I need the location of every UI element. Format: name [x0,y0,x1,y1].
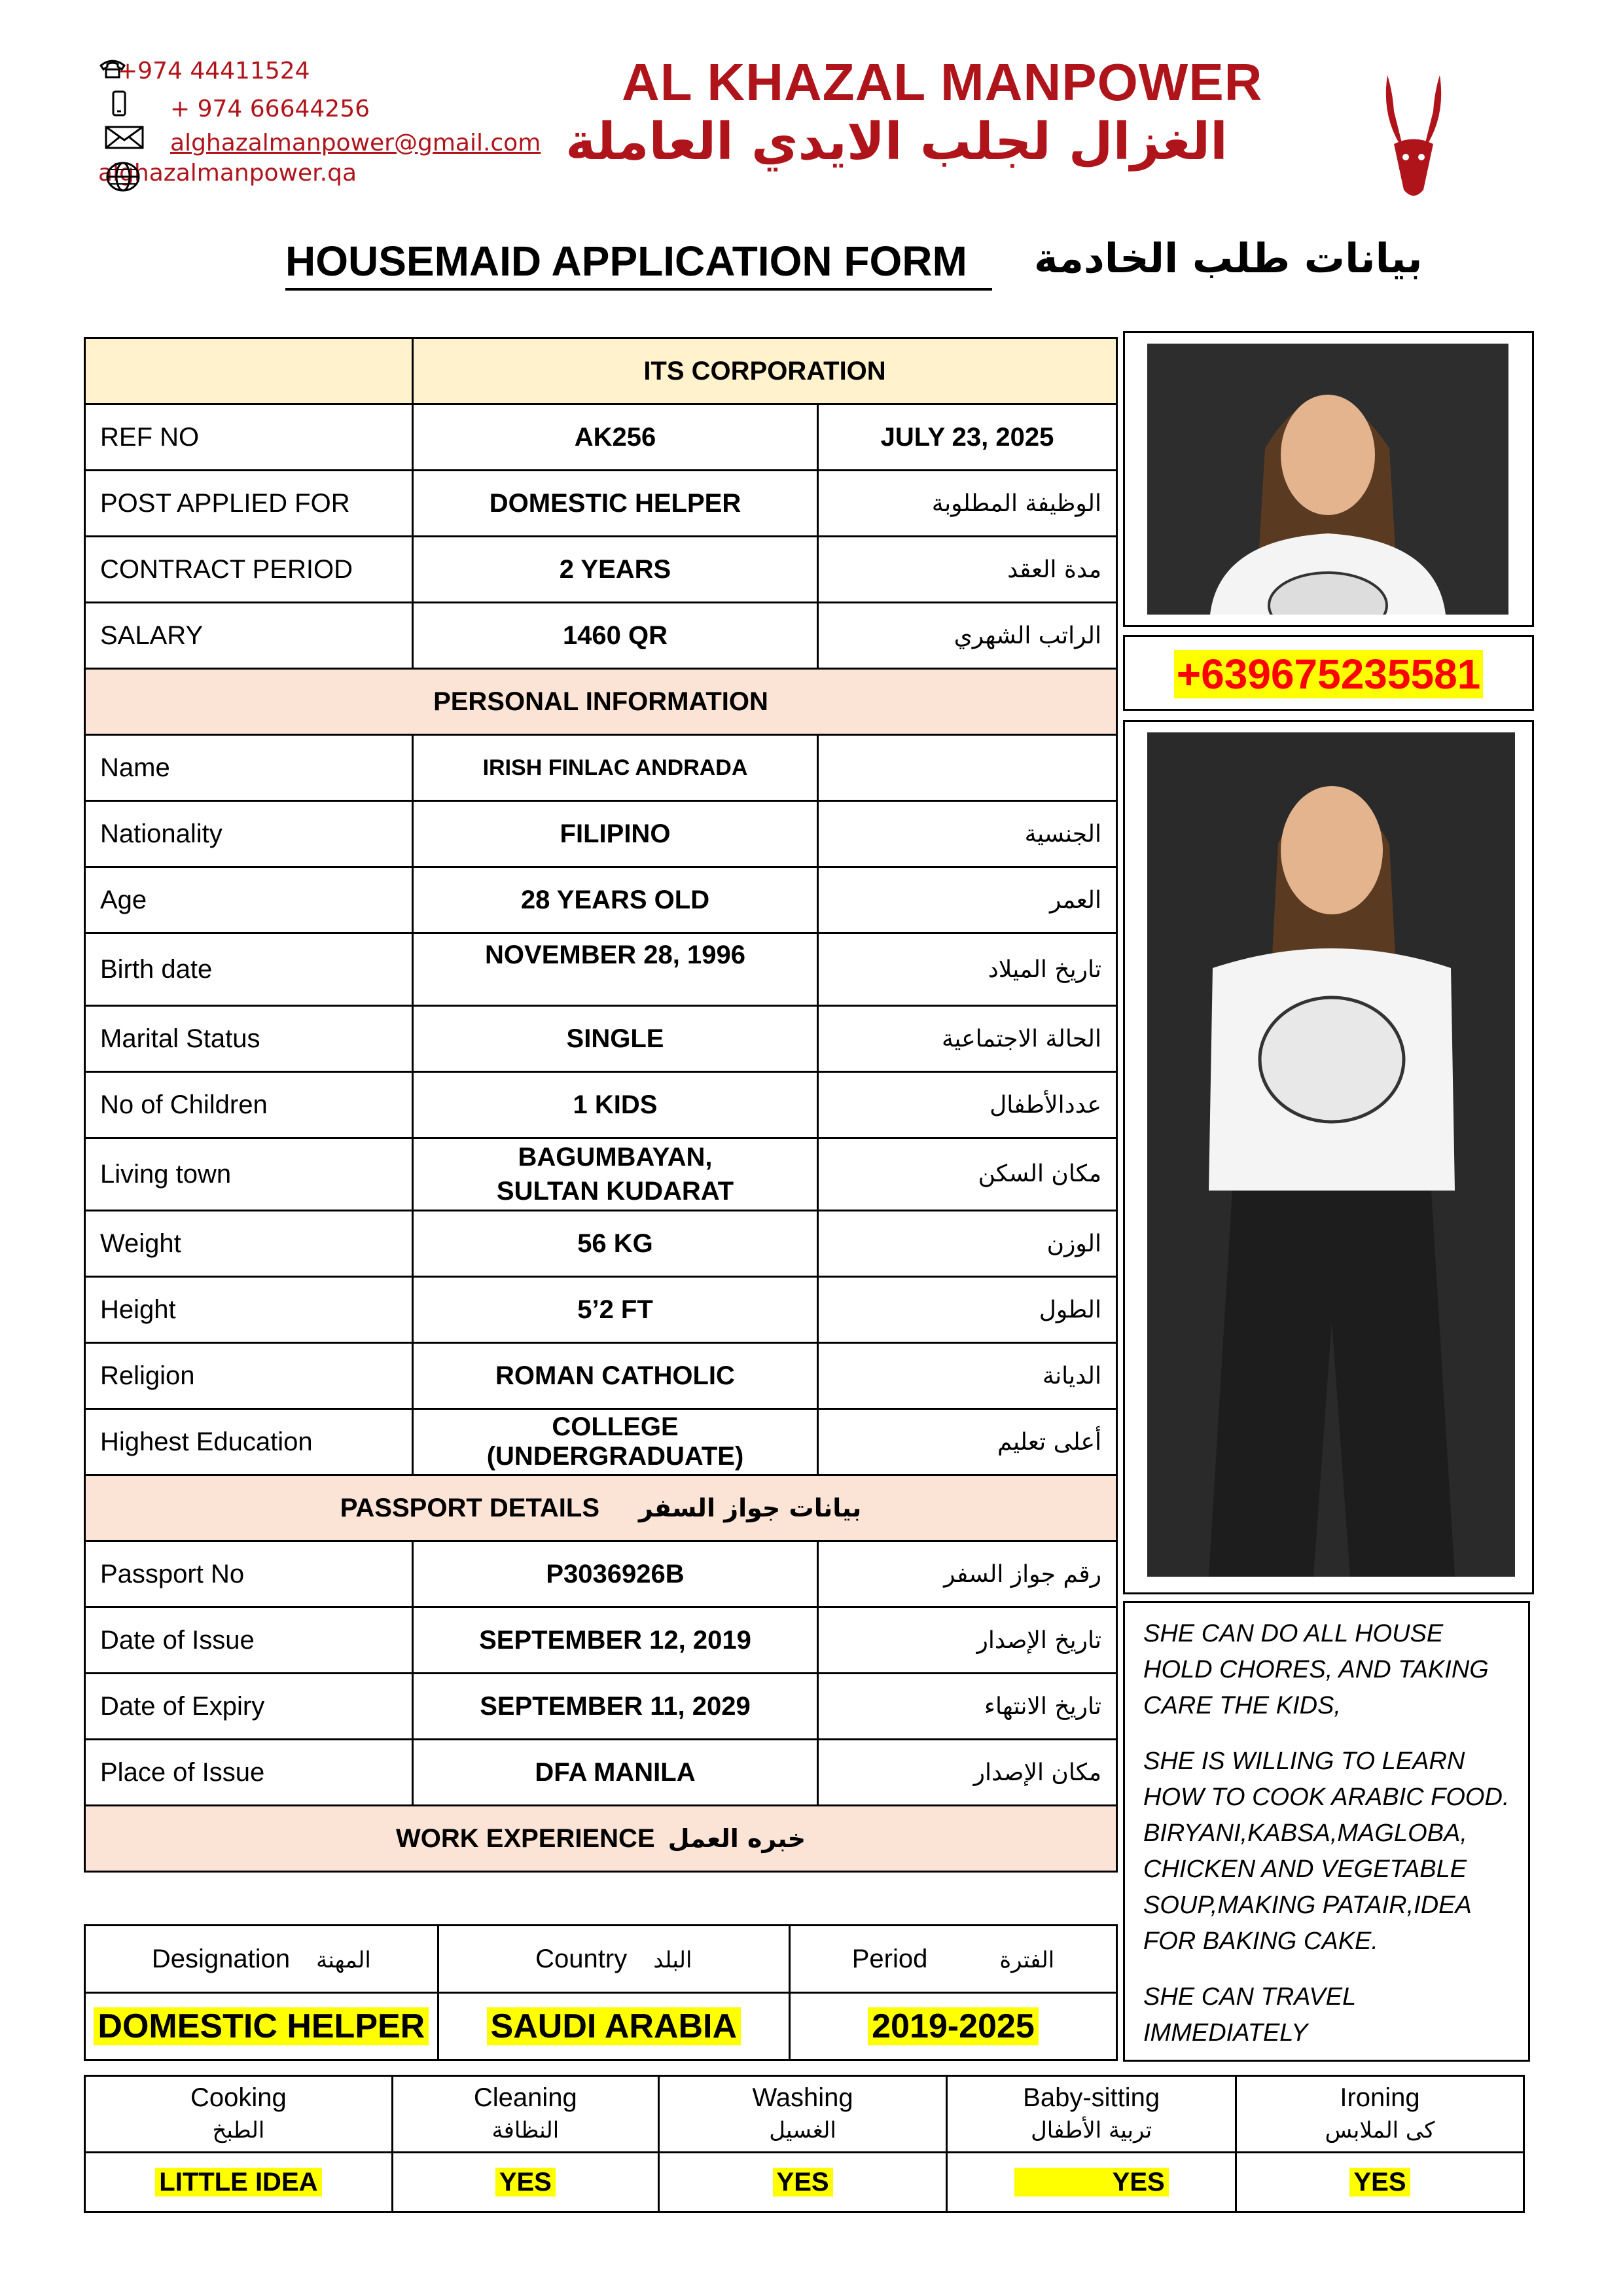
row-label: Date of Expiry [85,1674,413,1740]
name-label: Name [85,735,413,801]
brand-name-ar: الغزال لجلب الايدي العاملة [565,113,1228,171]
skill-header-cooking [85,2076,393,2153]
full-body-photo [1147,732,1515,1577]
table-row [85,1409,1117,1475]
row-value: 56 KG [413,1211,818,1277]
work-header-en: Period [851,1944,928,1973]
living-label: Living town [85,1138,413,1211]
envelope-icon [105,124,144,156]
row-value: NOVEMBER 28, 1996 [413,933,818,1006]
row-label: Passport No [85,1541,413,1607]
row-value: SEPTEMBER 12, 2019 [413,1607,818,1674]
work-value: SAUDI ARABIA [487,2007,741,2045]
table-row [85,1674,1117,1740]
skill-value-cooking [85,2153,393,2212]
row-label-ar: الراتب الشهري [818,603,1117,669]
skill-value: YES [773,2168,833,2197]
row-label: Nationality [85,801,413,867]
row-label: Age [85,867,413,933]
application-table [84,337,1118,1873]
email-line [105,124,541,156]
agency-name: ITS CORPORATION [413,338,1117,404]
row-label-ar: الديانة [818,1343,1117,1409]
work-period-value [789,1993,1116,2060]
row-value: 5’2 FT [413,1277,818,1343]
name-value: IRISH FINLAC ANDRADA [413,735,818,801]
note-paragraph: SHE CAN DO ALL HOUSE HOLD CHORES, AND TAKING CARE THE KIDS, [1143,1620,1489,1719]
row-label: Highest Education [85,1409,413,1475]
row-value: FILIPINO [413,801,818,867]
ref-date: JULY 23, 2025 [818,404,1117,471]
skill-name: Cooking [190,2083,287,2112]
row-label-ar: العمر [818,867,1117,933]
row-value: 2 YEARS [413,537,818,603]
website-line [98,160,357,187]
row-value: SEPTEMBER 11, 2029 [413,1674,818,1740]
phone-1[interactable]: +974 44411524 [118,58,310,84]
form-title-ar: بيانات طلب الخادمة [1034,234,1423,282]
skill-value: YES [1349,2168,1410,2197]
skills-table [84,2075,1525,2213]
table-row [85,1072,1117,1138]
work-value: 2019-2025 [868,2007,1039,2045]
work-heading-en: WORK EXPERIENCE [396,1823,655,1853]
phone-2[interactable]: + 974 66644256 [170,96,370,122]
row-label-ar: مدة العقد [818,537,1117,603]
row-value: COLLEGE (UNDERGRADUATE) [413,1409,818,1475]
row-value: P3036926B [413,1541,818,1607]
skill-value-babysitting [947,2153,1236,2212]
portrait-photo-frame [1123,331,1534,627]
ref-label: REF NO [85,404,413,471]
note-paragraph: SHE CAN TRAVEL IMMEDIATELY [1143,1983,1356,2047]
skill-value-ironing [1236,2153,1524,2212]
table-row [85,801,1117,867]
skill-value: LITTLE IDEA [155,2168,321,2197]
skill-name-ar: تربية الأطفال [1031,2117,1152,2144]
skill-name: Baby-sitting [1023,2083,1160,2112]
phone-line-2 [111,90,370,122]
candidate-notes [1123,1601,1530,2062]
name-ar-cell [818,735,1117,801]
skill-value: YES [495,2168,556,2197]
row-label-ar: أعلى تعليم [818,1409,1117,1475]
table-row [85,471,1117,537]
skill-name: Cleaning [473,2083,577,2112]
table-row [85,1138,1117,1211]
gazelle-logo [1374,72,1453,203]
candidate-phone[interactable]: +639675235581 [1174,650,1484,698]
row-label: No of Children [85,1072,413,1138]
work-header-ar: البلد [653,1946,692,1973]
table-row [85,1277,1117,1343]
table-row [85,537,1117,603]
work-header-ar: المهنة [316,1946,371,1973]
work-value: DOMESTIC HELPER [94,2007,429,2045]
work-country-value [438,1993,789,2060]
row-label-ar: رقم جواز السفر [818,1541,1117,1607]
brand-name-en: AL KHAZAL MANPOWER [622,53,1263,111]
work-header-period [789,1926,1116,1993]
form-title-en: HOUSEMAID APPLICATION FORM [285,238,967,285]
row-value: ROMAN CATHOLIC [413,1343,818,1409]
table-row [85,933,1117,1006]
note-paragraph: SHE IS WILLING TO LEARN HOW TO COOK ARABIC FOOD. BIRYANI,KABSA,MAGLOBA, CHICKEN AND VEGETABLE SOUP,MAKING PATAIR,IDEA FOR BAKING CAKE. [1143,1748,1510,1955]
skill-value-washing [658,2153,946,2212]
row-label-ar: عددالأطفال [818,1072,1117,1138]
personal-info-heading: PERSONAL INFORMATION [85,669,1117,735]
row-value: DOMESTIC HELPER [413,471,818,537]
website[interactable]: alghazalmanpower.qa [98,160,357,187]
row-label: Marital Status [85,1006,413,1072]
table-row [85,1343,1117,1409]
skill-name-ar: النظافة [491,2117,560,2144]
row-label-ar: الجنسية [818,801,1117,867]
row-label: Religion [85,1343,413,1409]
work-header-country [438,1926,789,1993]
skill-header-ironing [1236,2076,1524,2153]
mobile-phone-icon [111,90,151,122]
table-row [85,1541,1117,1607]
table-row [85,1006,1117,1072]
full-body-photo-frame [1123,720,1534,1594]
work-header-en: Country [535,1944,628,1973]
passport-heading [85,1475,1117,1541]
skill-name-ar: الطبخ [212,2117,265,2144]
row-label-ar: الطول [818,1277,1117,1343]
skill-header-cleaning [392,2076,658,2153]
globe-icon [106,161,145,198]
work-experience-heading [85,1806,1117,1872]
row-label-ar: تاريخ الميلاد [818,933,1117,1006]
row-label-ar: تاريخ الانتهاء [818,1674,1117,1740]
work-header-designation [85,1926,438,1993]
agency-label-cell [85,338,413,404]
row-label: Birth date [85,933,413,1006]
living-value-line-2: SULTAN KUDARAT [496,1177,734,1206]
row-label-ar: تاريخ الإصدار [818,1607,1117,1674]
table-row [85,1211,1117,1277]
row-value: 1460 QR [413,603,818,669]
row-label: Date of Issue [85,1607,413,1674]
portrait-photo [1147,344,1508,615]
skill-value-cleaning [392,2153,658,2212]
row-value: DFA MANILA [413,1740,818,1806]
work-experience-table [84,1924,1118,2061]
row-label-ar: الوظيفة المطلوبة [818,471,1117,537]
table-row [85,735,1117,801]
row-value: 28 YEARS OLD [413,867,818,933]
row-label: Height [85,1277,413,1343]
table-row [85,867,1117,933]
skill-name: Ironing [1340,2083,1420,2112]
skill-header-washing [658,2076,946,2153]
skill-header-babysitting [947,2076,1236,2153]
candidate-phone-box [1123,635,1534,711]
skill-name-ar: الغسيل [769,2117,836,2144]
row-label-ar: الوزن [818,1211,1117,1277]
row-value: SINGLE [413,1006,818,1072]
title-underline [285,288,992,291]
row-label-ar: الحالة الاجتماعية [818,1006,1117,1072]
work-heading-ar: خبره العمل [668,1823,806,1853]
skill-name: Washing [752,2083,853,2112]
living-value-line-1: BAGUMBAYAN, [518,1143,713,1172]
row-label-ar: مكان الإصدار [818,1740,1117,1806]
email[interactable]: alghazalmanpower@gmail.com [170,130,541,156]
work-header-en: Designation [151,1944,291,1973]
phone-line-1 [98,56,310,84]
work-header-ar: الفترة [999,1946,1055,1973]
living-value [413,1138,818,1211]
ref-value: AK256 [413,404,818,471]
row-label: CONTRACT PERIOD [85,537,413,603]
table-row [85,1740,1117,1806]
skill-name-ar: کی الملابس [1325,2117,1435,2144]
row-label: POST APPLIED FOR [85,471,413,537]
row-label: Weight [85,1211,413,1277]
passport-heading-ar: بيانات جواز السفر [639,1493,862,1522]
living-label-ar: مكان السكن [818,1138,1117,1211]
row-label: SALARY [85,603,413,669]
table-row [85,1607,1117,1674]
row-label: Place of Issue [85,1740,413,1806]
skill-value: YES [1014,2168,1169,2197]
work-designation-value [85,1993,438,2060]
table-row [85,603,1117,669]
passport-heading-en: PASSPORT DETAILS [340,1493,600,1522]
row-value: 1 KIDS [413,1072,818,1138]
